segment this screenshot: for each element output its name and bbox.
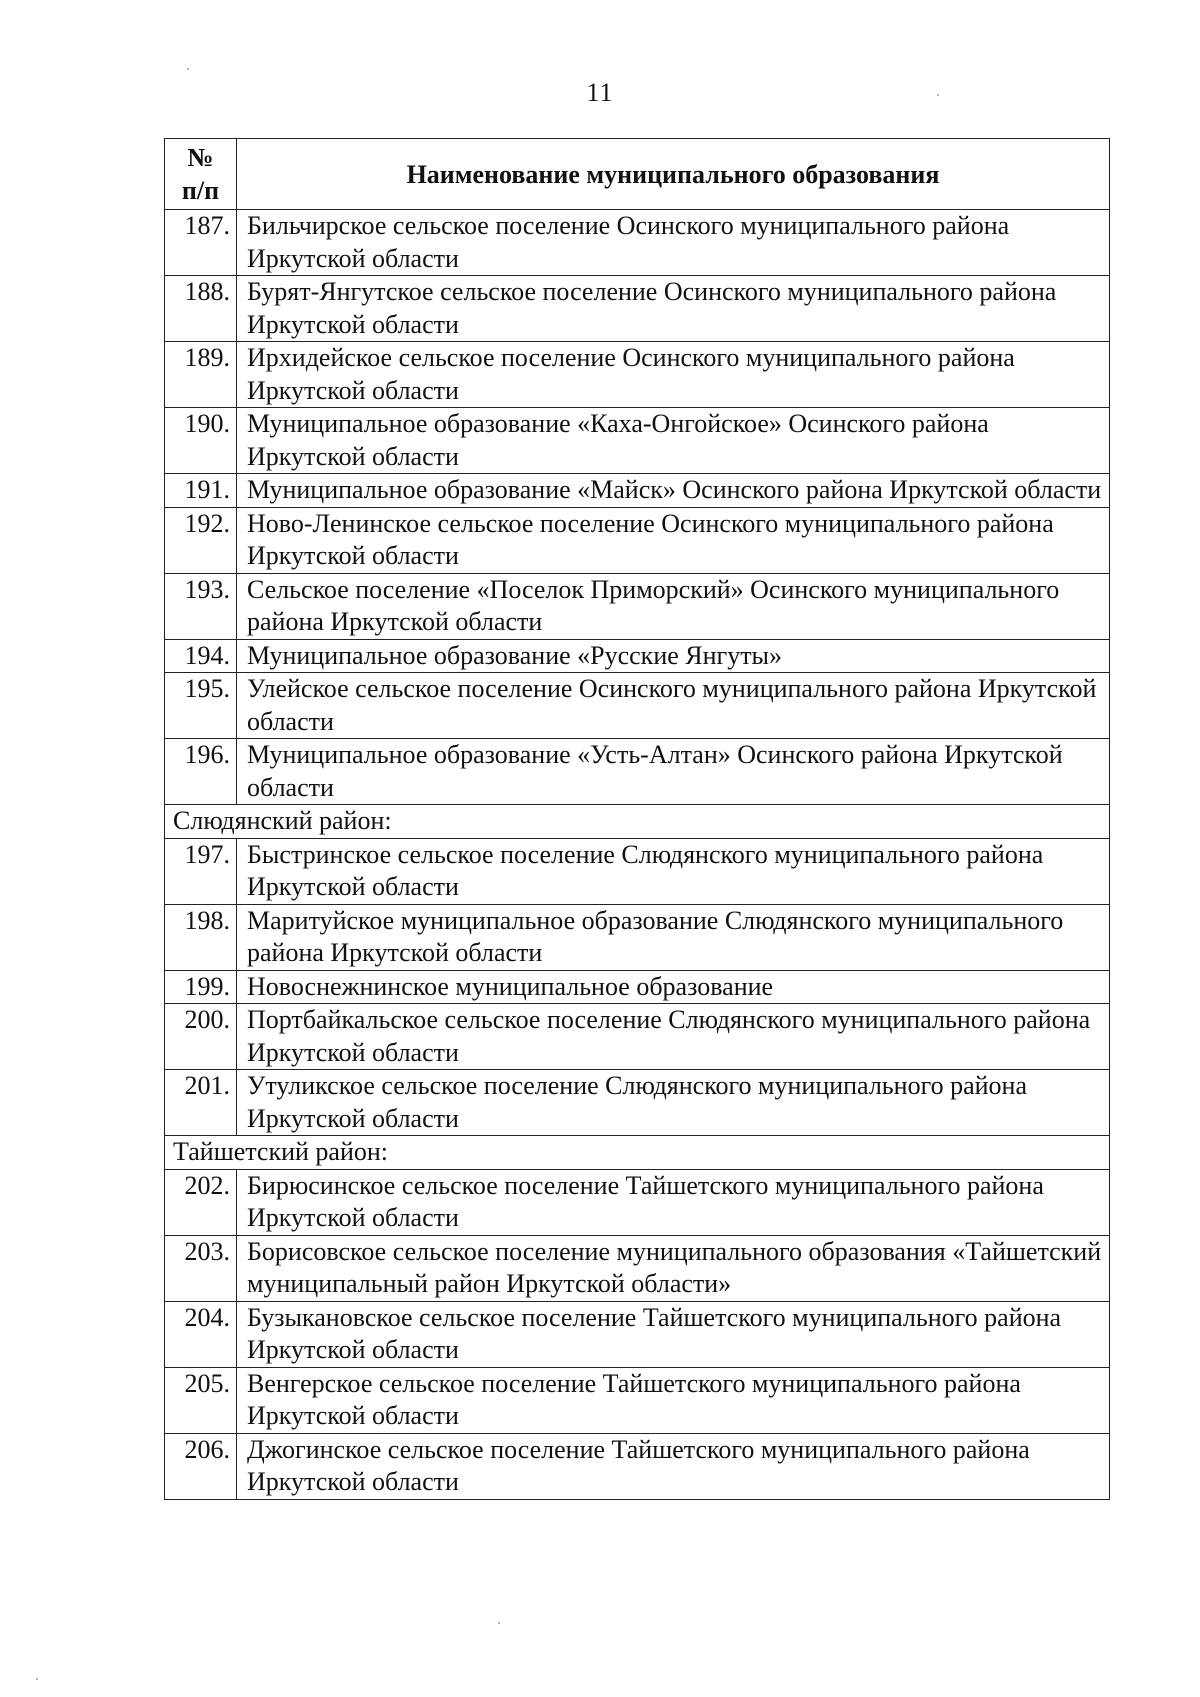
number-column-header bbox=[165, 139, 237, 210]
municipality-name: Бирюсинское сельское поселение Тайшетского муниципального района Иркутской области bbox=[237, 1169, 1110, 1235]
scan-speck bbox=[937, 94, 939, 96]
row-number: 192. bbox=[165, 507, 237, 573]
row-number: 206. bbox=[165, 1433, 237, 1499]
municipality-name: Борисовское сельское поселение муниципального образования «Тайшетский муниципальный район Иркутской области» bbox=[237, 1235, 1110, 1301]
number-abbreviation: п/п bbox=[181, 176, 220, 205]
row-number: 191. bbox=[165, 474, 237, 508]
row-number: 202. bbox=[165, 1169, 237, 1235]
row-number: 196. bbox=[165, 739, 237, 805]
row-number: 198. bbox=[165, 904, 237, 970]
section-heading: Слюдянский район: bbox=[165, 805, 1110, 839]
table-row bbox=[165, 904, 1110, 970]
table-row bbox=[165, 276, 1110, 342]
scan-speck bbox=[187, 68, 189, 70]
table-row bbox=[165, 507, 1110, 573]
municipality-name: Бурят-Янгутское сельское поселение Осинского муниципального района Иркутской области bbox=[237, 276, 1110, 342]
municipality-name: Венгерское сельское поселение Тайшетского муниципального района Иркутской области bbox=[237, 1367, 1110, 1433]
page-number: 11 bbox=[586, 78, 614, 107]
municipality-name: Утуликское сельское поселение Слюдянского муниципального района Иркутской области bbox=[237, 1070, 1110, 1136]
municipality-name: Муниципальное образование «Каха-Онгойское» Осинского района Иркутской области bbox=[237, 408, 1110, 474]
row-number: 203. bbox=[165, 1235, 237, 1301]
row-number: 189. bbox=[165, 342, 237, 408]
row-number: 204. bbox=[165, 1301, 237, 1367]
table-row bbox=[165, 639, 1110, 673]
municipality-name: Муниципальное образование «Русские Янгуты» bbox=[237, 639, 1110, 673]
municipality-name: Джогинское сельское поселение Тайшетского муниципального района Иркутской области bbox=[237, 1433, 1110, 1499]
section-heading: Тайшетский район: bbox=[165, 1136, 1110, 1170]
table-row bbox=[165, 1235, 1110, 1301]
municipality-name: Ново-Ленинское сельское поселение Осинского муниципального района Иркутской области bbox=[237, 507, 1110, 573]
table-row bbox=[165, 1004, 1110, 1070]
number-sign: № bbox=[187, 143, 214, 172]
municipalities-table bbox=[164, 138, 1110, 1500]
scan-speck bbox=[498, 1622, 500, 1624]
table-row bbox=[165, 474, 1110, 508]
row-number: 200. bbox=[165, 1004, 237, 1070]
municipality-name: Новоснежнинское муниципальное образование bbox=[237, 970, 1110, 1004]
table-row bbox=[165, 1367, 1110, 1433]
table-row bbox=[165, 1070, 1110, 1136]
table-body bbox=[165, 210, 1110, 1500]
table-row bbox=[165, 210, 1110, 276]
table-row bbox=[165, 1301, 1110, 1367]
row-number: 187. bbox=[165, 210, 237, 276]
municipality-name: Муниципальное образование «Майск» Осинского района Иркутской области bbox=[237, 474, 1110, 508]
row-number: 194. bbox=[165, 639, 237, 673]
municipality-name: Портбайкальское сельское поселение Слюдянского муниципального района Иркутской области bbox=[237, 1004, 1110, 1070]
table-row bbox=[165, 838, 1110, 904]
row-number: 190. bbox=[165, 408, 237, 474]
municipality-name: Быстринское сельское поселение Слюдянского муниципального района Иркутской области bbox=[237, 838, 1110, 904]
table-row bbox=[165, 1169, 1110, 1235]
row-number: 197. bbox=[165, 838, 237, 904]
municipality-name: Ирхидейское сельское поселение Осинского муниципального района Иркутской области bbox=[237, 342, 1110, 408]
table-row bbox=[165, 342, 1110, 408]
table-header bbox=[165, 139, 1110, 210]
scan-speck bbox=[36, 1678, 38, 1680]
table-row bbox=[165, 1433, 1110, 1499]
row-number: 188. bbox=[165, 276, 237, 342]
table-row bbox=[165, 408, 1110, 474]
row-number: 201. bbox=[165, 1070, 237, 1136]
municipality-name: Бузыкановское сельское поселение Тайшетского муниципального района Иркутской области bbox=[237, 1301, 1110, 1367]
table-row bbox=[165, 573, 1110, 639]
section-row bbox=[165, 805, 1110, 839]
section-row bbox=[165, 1136, 1110, 1170]
table-row bbox=[165, 970, 1110, 1004]
municipality-name: Улейское сельское поселение Осинского муниципального района Иркутской области bbox=[237, 673, 1110, 739]
municipality-name: Сельское поселение «Поселок Приморский» Осинского муниципального района Иркутской области bbox=[237, 573, 1110, 639]
municipality-name: Бильчирское сельское поселение Осинского муниципального района Иркутской области bbox=[237, 210, 1110, 276]
row-number: 199. bbox=[165, 970, 237, 1004]
row-number: 193. bbox=[165, 573, 237, 639]
municipality-name: Маритуйское муниципальное образование Слюдянского муниципального района Иркутской области bbox=[237, 904, 1110, 970]
row-number: 205. bbox=[165, 1367, 237, 1433]
table-row bbox=[165, 673, 1110, 739]
row-number: 195. bbox=[165, 673, 237, 739]
table-header-row bbox=[165, 139, 1110, 210]
name-column-header: Наименование муниципального образования bbox=[237, 139, 1110, 210]
municipality-name: Муниципальное образование «Усть-Алтан» Осинского района Иркутской области bbox=[237, 739, 1110, 805]
table-row bbox=[165, 739, 1110, 805]
